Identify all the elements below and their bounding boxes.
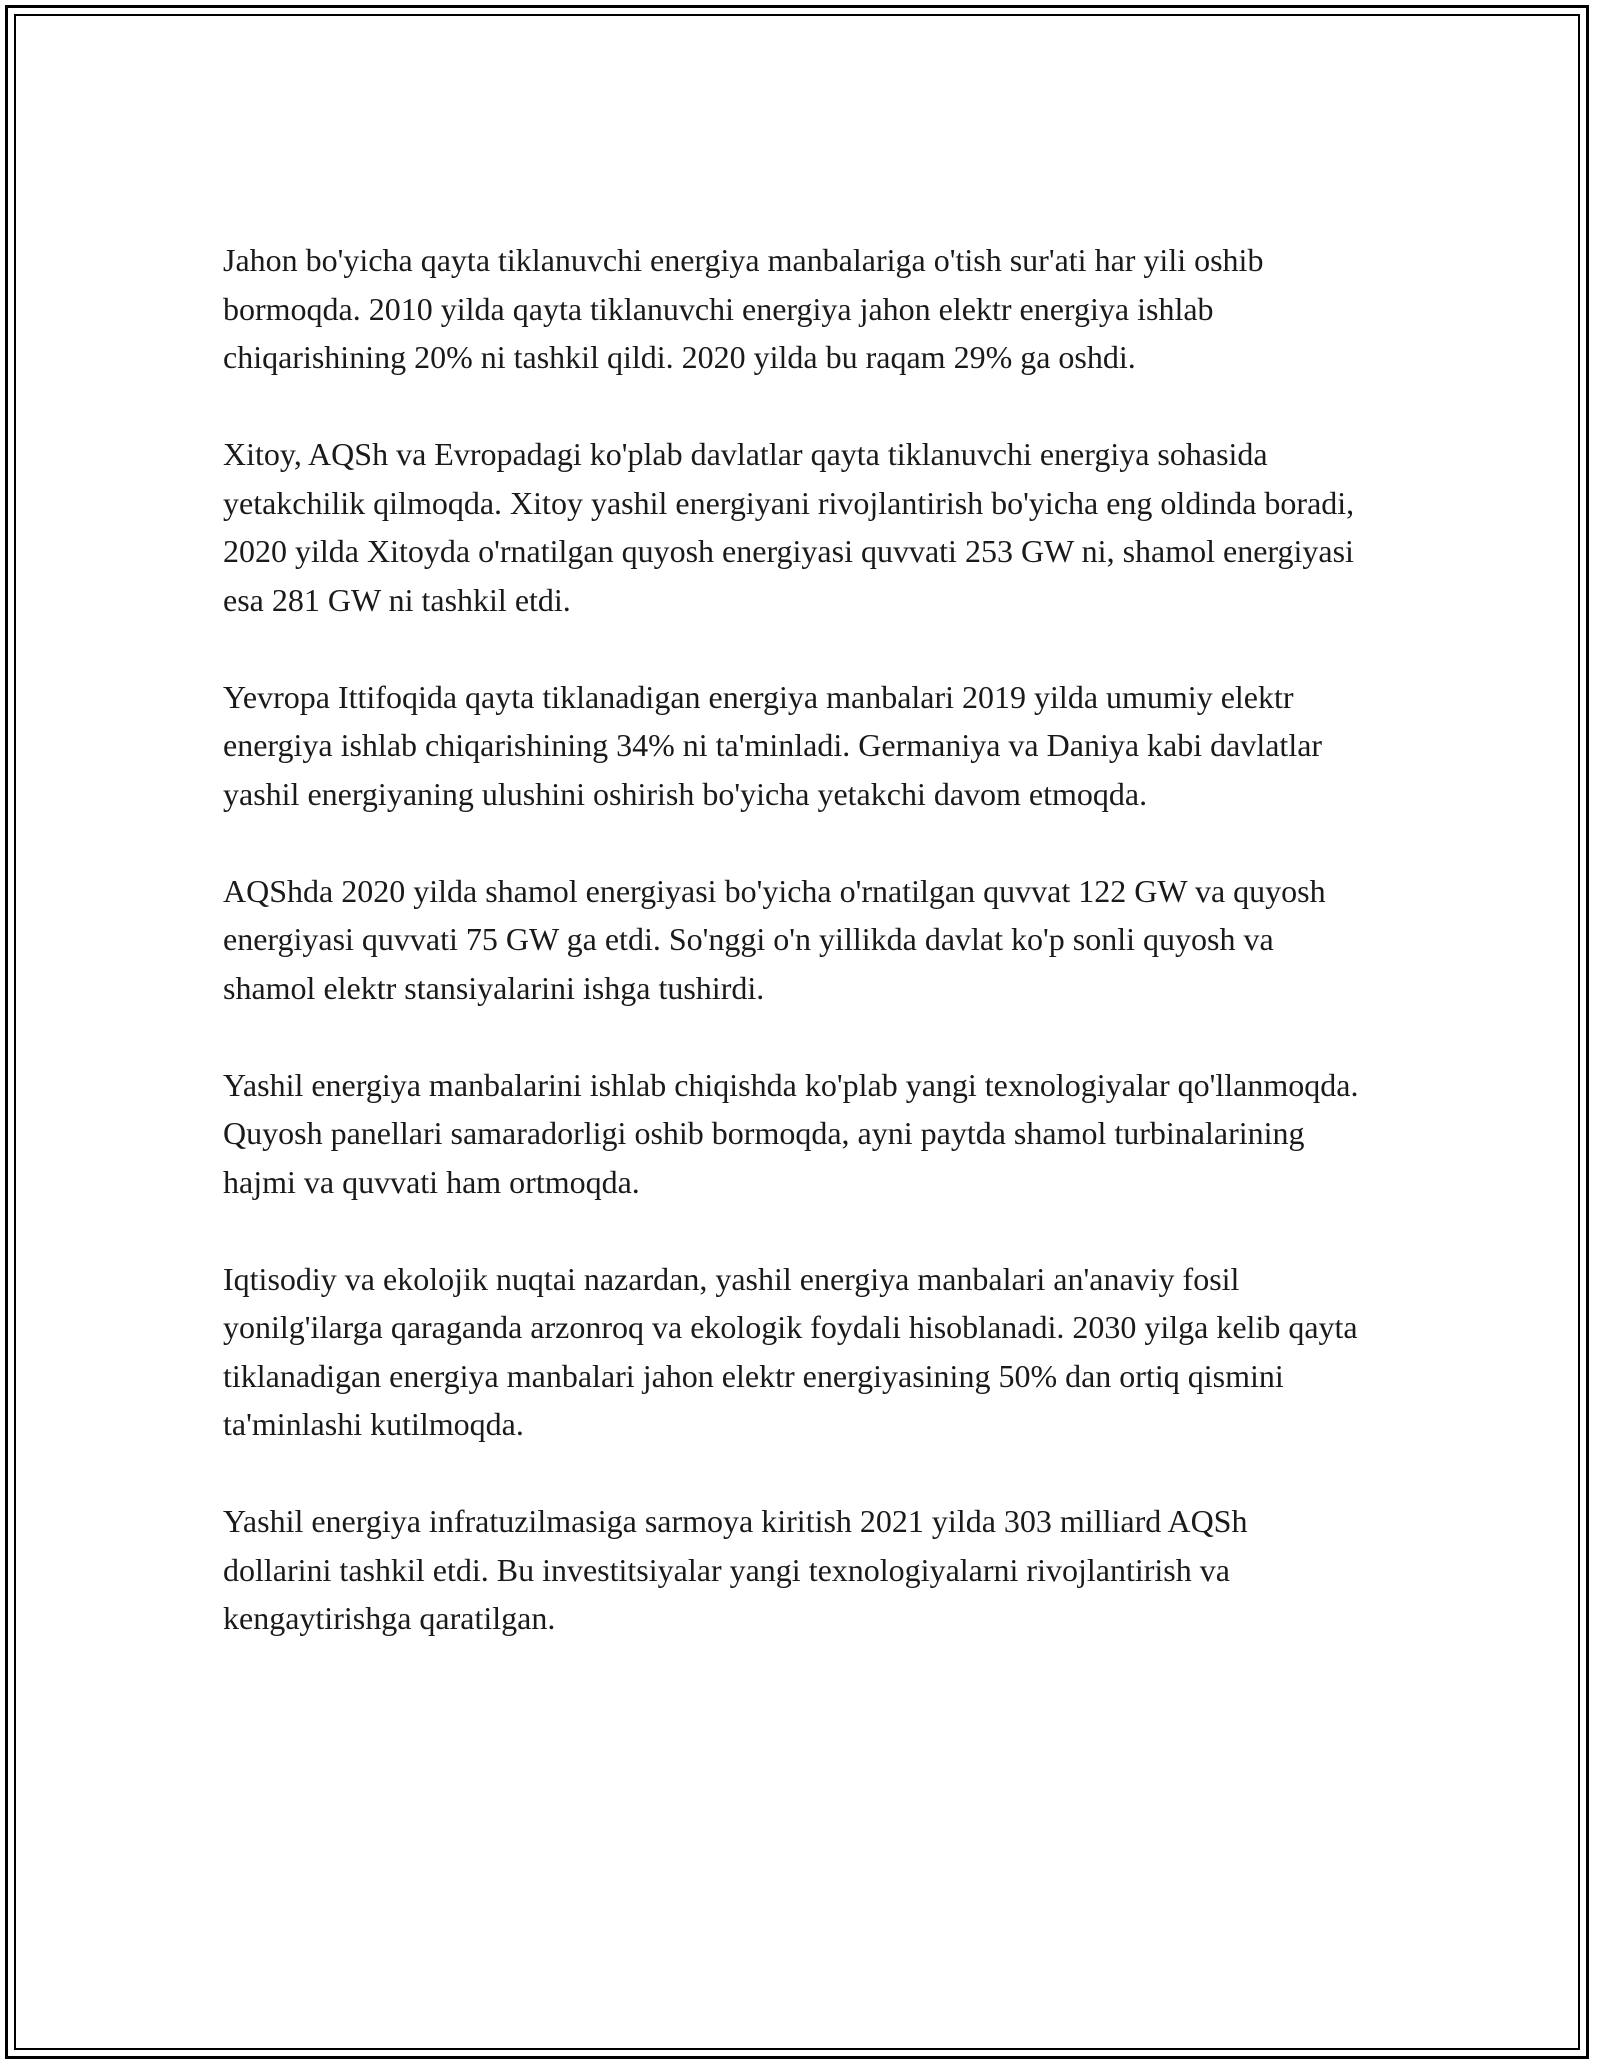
paragraph-2: Xitoy, AQSh va Evropadagi ko'plab davlatlar qayta tiklanuvchi energiya sohasida yetakchilik qilmoqda. Xitoy yashil energiyani rivojlantirish bo'yicha eng oldinda boradi, 2020 yilda Xitoyda o'rnatilgan quyosh energiyasi quvvati 253 GW ni, shamol energiyasi esa 281 GW ni tashkil etdi. [223,436,1355,618]
document-body [223,236,1363,1691]
paragraph-6: Iqtisodiy va ekolojik nuqtai nazardan, yashil energiya manbalari an'anaviy fosil yonilg'ilarga qaraganda arzonroq va ekologik foydali hisoblanadi. 2030 yilga kelib qayta tiklanadigan energiya manbalari jahon elektr energiyasining 50% dan ortiq qismini ta'minlashi kutilmoqda. [223,1260,1358,1442]
paragraph-4: AQShda 2020 yilda shamol energiyasi bo'yicha o'rnatilgan quvvat 122 GW va quyosh energiyasi quvvati 75 GW ga etdi. So'nggi o'n yillikda davlat ko'p sonli quyosh va shamol elektr stansiyalarini ishga tushirdi. [223,872,1326,1006]
paragraph-1: Jahon bo'yicha qayta tiklanuvchi energiya manbalariga o'tish sur'ati har yili oshib bormoqda. 2010 yilda qayta tiklanuvchi energiya jahon elektr energiya ishlab chiqarishining 20% ni tashkil qildi. 2020 yilda bu raqam 29% ga oshdi. [223,242,1264,375]
paragraph-3: Yevropa Ittifoqida qayta tiklanadigan energiya manbalari 2019 yilda umumiy elektr energiya ishlab chiqarishining 34% ni ta'minladi. Germaniya va Daniya kabi davlatlar yashil energiyaning ulushini oshirish bo'yicha yetakchi davom etmoqda. [223,678,1323,812]
paragraph-5: Yashil energiya manbalarini ishlab chiqishda ko'plab yangi texnologiyalar qo'llanmoqda. Quyosh panellari samaradorligi oshib bormoqda, ayni paytda shamol turbinalarining hajmi va quvvati ham ortmoqda. [223,1066,1359,1200]
paragraph-7: Yashil energiya infratuzilmasiga sarmoya kiritish 2021 yilda 303 milliard AQSh dollarini tashkil etdi. Bu investitsiyalar yangi texnologiyalarni rivojlantirish va kengaytirishga qaratilgan. [223,1503,1248,1636]
